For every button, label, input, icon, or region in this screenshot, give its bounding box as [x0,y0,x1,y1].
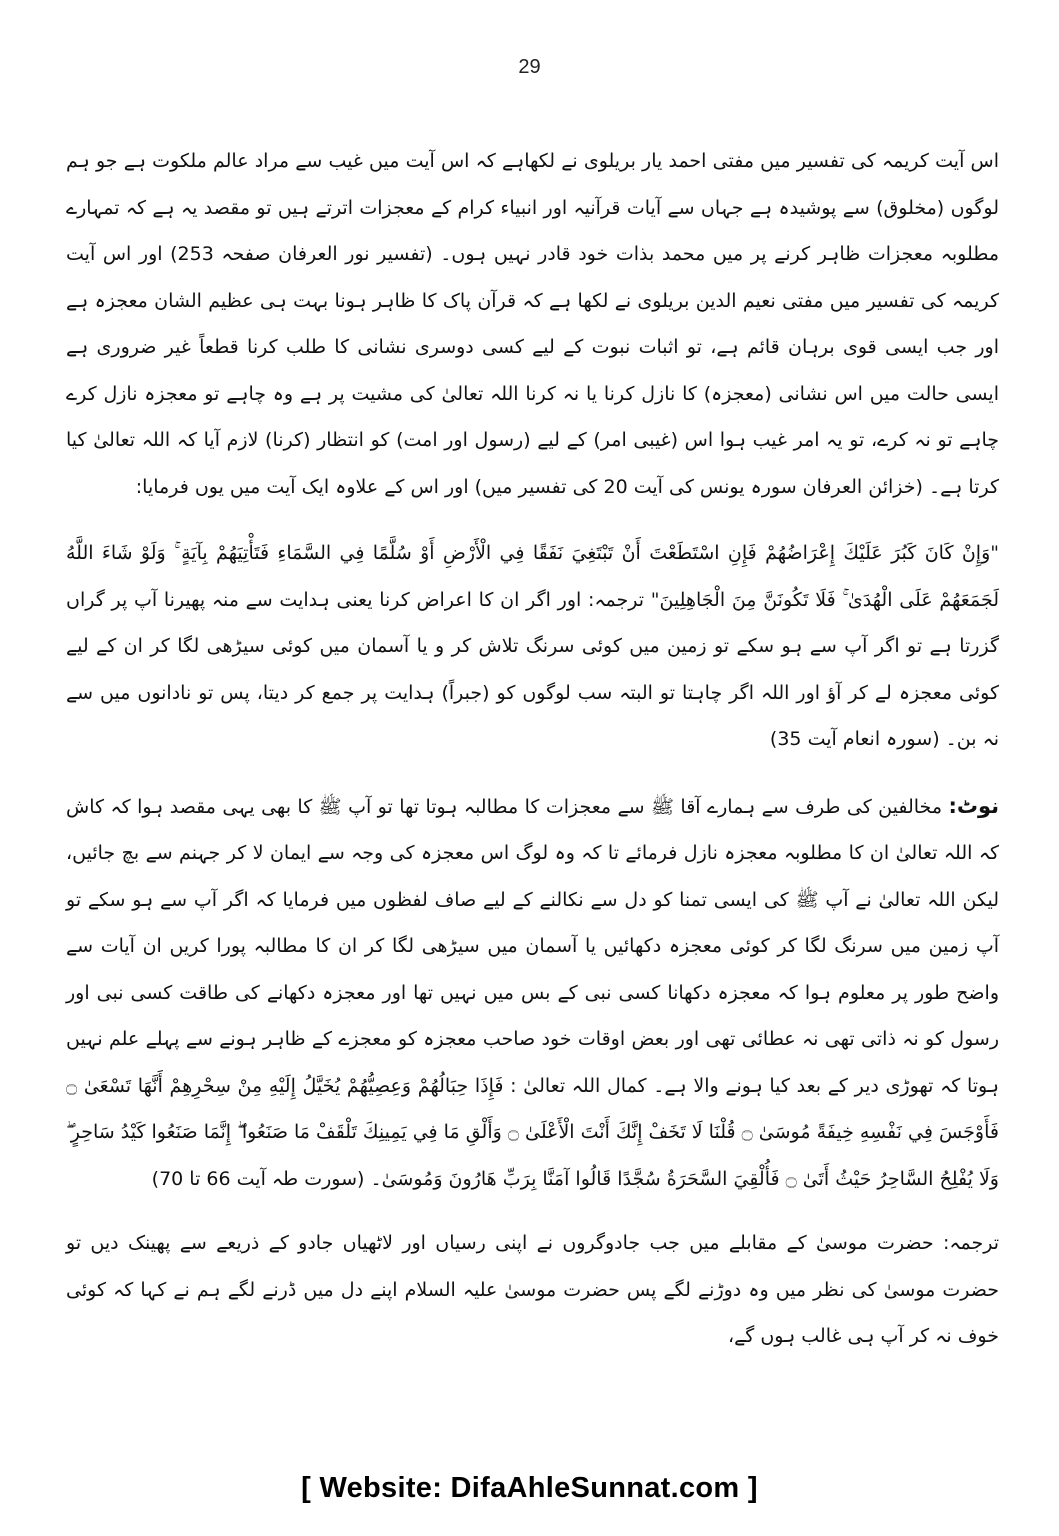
paragraph-spacer [66,510,999,530]
paragraph-tafsir: اس آیت کریمہ کی تفسیر میں مفتی احمد یار بریلوی نے لکھاہے کہ اس آیت میں غیب سے مراد عالم ملکوت ہے جو ہم لوگوں (مخلوق) سے پوشیدہ ہے جہاں سے آیات قرآنیہ اور انبیاء کرام کے معجزات اترتے ہیں تو مقصد یہ ہے کہ تمہارے مطلوبہ معجزات ظاہر کرنے پر میں محمد بذات خود قادر نہیں ہوں۔ (تفسیر نور العرفان صفحہ 253) اور اس آیت کریمہ کی تفسیر میں مفتی نعیم الدین بریلوی نے لکھا ہے کہ قرآن پاک کا ظاہر ہونا بہت ہی عظیم الشان معجزہ ہے اور جب ایسی قوی برہان قائم ہے، تو اثبات نبوت کے لیے کسی دوسری نشانی کا طلب کرنا قطعاً غیر ضروری ہے ایسی حالت میں اس نشانی (معجزہ) کا نازل کرنا یا نہ کرنا اللہ تعالیٰ کی مشیت پر ہے وہ چاہے تو معجزہ نازل کرے چاہے تو نہ کرے، تو یہ امر غیب ہوا اس (غیبی امر) کے لیے (رسول اور امت) کو انتظار (کرنا) لازم آیا کہ اللہ تعالیٰ کیا کرتا ہے۔ (خزائن العرفان سورہ یونس کی آیت 20 کی تفسیر میں) اور اس کے علاوہ ایک آیت میں یوں فرمایا: [66,150,999,498]
paragraph-spacer [66,1202,999,1220]
paragraph-note [66,783,999,1203]
page-number: 29 [518,56,541,78]
translation-text: ترجمہ: اور اگر ان کا اعراض کرنا یعنی ہدایت سے منہ پھیرنا آپ پر گراں گزرتا ہے تو اگر آپ سے ہو سکے تو زمین میں کوئی سرنگ تلاش کر و یا آسمان میں کوئی سیڑھی لگا کر ان کے لیے کوئی معجزہ لے کر آؤ اور اللہ اگر چاہتا تو البتہ سب لوگوں کو (جبراً) ہدایت پر جمع کر دیتا، پس تو نادانوں میں سے نہ بن۔ (سورہ انعام آیت 35) [66,588,999,750]
ayah-text: "وَإِنْ كَانَ كَبُرَ عَلَيْكَ إِعْرَاضُهُمْ فَإِنِ اسْتَطَعْتَ أَنْ تَبْتَغِيَ نَفَقًا فِي الْأَرْضِ أَوْ سُلَّمًا فِي السَّمَاءِ فَتَأْتِيَهُمْ بِآيَةٍ ۚ وَلَوْ شَاءَ اللَّهُ لَجَمَعَهُمْ عَلَى الْهُدَىٰ ۚ فَلَا تَكُونَنَّ مِنَ الْجَاهِلِينَ" [66,542,999,611]
paragraph-translation: ترجمہ: حضرت موسیٰ کے مقابلے میں جب جادوگروں نے اپنی رسیاں اور لاٹھیاں جادو کے ذریعے سے پھینک دیں تو حضرت موسیٰ کی نظر میں وہ دوڑنے لگے پس حضرت موسیٰ علیہ السلام اپنے دل میں ڈرنے لگے ہم نے کہا کہ کوئی خوف نہ کر آپ ہی غالب ہوں گے، [66,1232,999,1347]
note-reference: ۔ (سورت طہ آیت 66 تا 70) [151,1167,382,1190]
paragraph-spacer [66,763,999,783]
note-ayah-text: فَإِذَا حِبَالُهُمْ وَعِصِيُّهُمْ يُخَيَّلُ إِلَيْهِ مِنْ سِحْرِهِمْ أَنَّهَا تَسْعَىٰ ۝ فَأَوْجَسَ فِي نَفْسِهِ خِيفَةً مُوسَىٰ ۝ قُلْنَا لَا تَخَفْ إِنَّكَ أَنْتَ الْأَعْلَىٰ ۝ وَأَلْقِ مَا فِي يَمِينِكَ تَلْقَفْ مَا صَنَعُوا ۖ إِنَّمَا صَنَعُوا كَيْدُ سَاحِرٍ ۖ وَلَا يُفْلِحُ السَّاحِرُ حَيْثُ أَتَىٰ ۝ فَأُلْقِيَ السَّحَرَةُ سُجَّدًا قَالُوا آمَنَّا بِرَبِّ هَارُونَ وَمُوسَىٰ [66,1074,999,1190]
website-footer: [ Website: DifaAhleSunnat.com ] [301,1472,758,1504]
page-body [66,138,999,1360]
paragraph-ayah-translation [66,530,999,763]
note-label: نوٹ: [948,793,999,818]
note-text: مخالفین کی طرف سے ہمارے آقا ﷺ سے معجزات کا مطالبہ ہوتا تھا تو آپ ﷺ کا بھی یہی مقصد ہوا کہ کاش کہ اللہ تعالیٰ ان کا مطلوبہ معجزہ نازل فرمائے تا کہ وہ لوگ اس معجزہ کی وجہ سے ایمان لا کر جہنم سے بچ جائیں، لیکن اللہ تعالیٰ نے آپ ﷺ کی ایسی تمنا کو دل سے نکالنے کے لیے صاف لفظوں میں فرمایا کہ اگر آپ سے ہو سکے تو آپ زمین میں سرنگ لگا کر کوئی معجزہ دکھائیں یا آسمان میں سیڑھی لگا کر ان کا مطالبہ پورا کریں ان آیات سے واضح طور پر معلوم ہوا کہ معجزہ دکھانا کسی نبی کے بس میں نہیں تھا اور معجزہ دکھانے کی طاقت کسی نبی اور رسول کو نہ ذاتی تھی نہ عطائی تھی اور بعض اوقات خود صاحب معجزہ کو معجزے کے ظاہر ہونے سے پہلے علم نہیں ہوتا کہ تھوڑی دیر کے بعد کیا ہونے والا ہے۔ کمال اللہ تعالیٰ : [66,795,1000,1097]
